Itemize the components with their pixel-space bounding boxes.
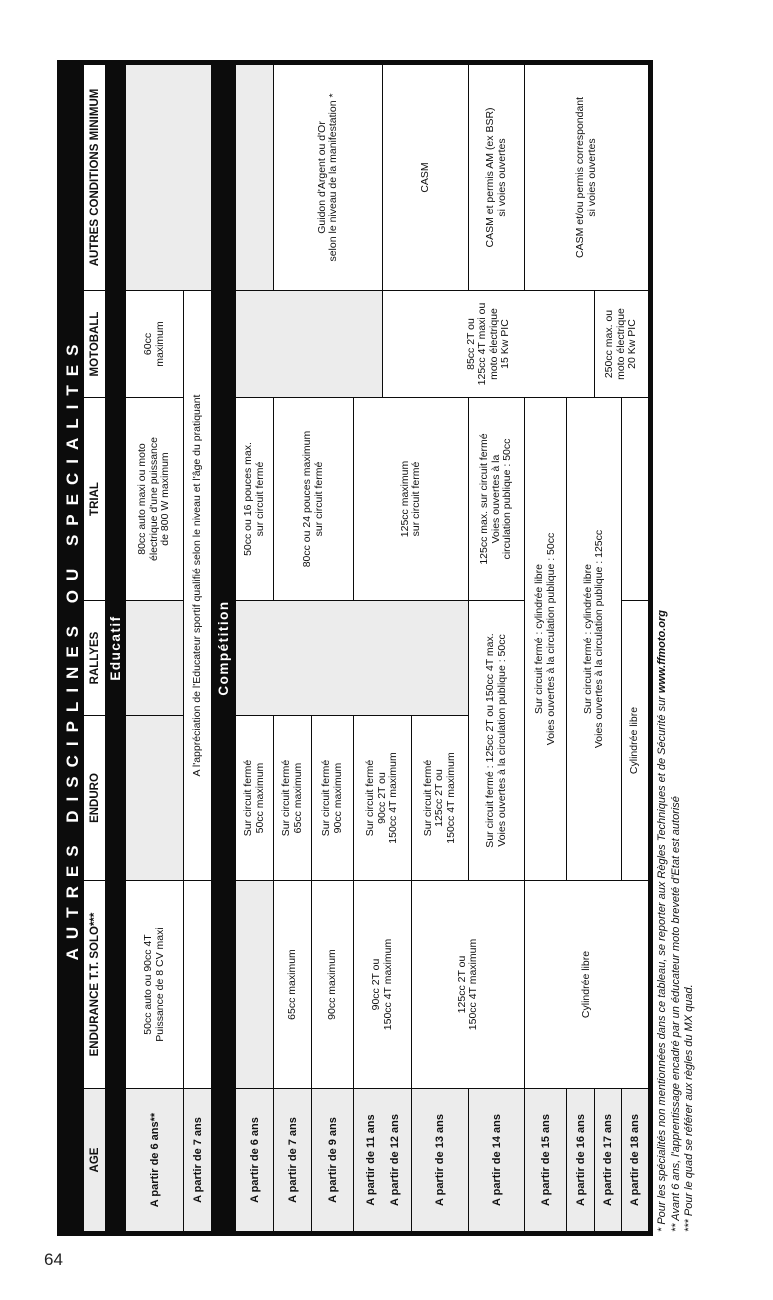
col-header-enduro <box>84 716 106 881</box>
cell-line: 50cc auto ou 90cc 4T <box>142 934 154 1035</box>
cell-line: selon le niveau de la manifestation * <box>327 93 339 262</box>
enduro-cell <box>312 716 354 881</box>
cell-line: A partir de 13 ans <box>434 1114 446 1206</box>
educatif-appreciation-cell <box>184 291 212 881</box>
cell-line: maximum <box>153 321 166 367</box>
cell-line: Sur circuit fermé : cylindrée libre <box>581 564 594 714</box>
cell-line: A partir de 17 ans <box>602 1114 614 1206</box>
section-band-competition <box>212 62 236 1233</box>
col-header-motoball <box>84 291 106 398</box>
col-header-age <box>84 1089 106 1234</box>
rallyes-cell-empty <box>236 601 469 716</box>
col-header-trial <box>84 398 106 601</box>
table-row <box>525 62 567 1233</box>
cell-line: AUTRES CONDITIONS MINIMUM <box>88 88 101 267</box>
cell-line: moto électrique <box>614 308 627 380</box>
trial-cell-empty <box>622 398 651 601</box>
table-row <box>106 62 126 1233</box>
cell-line: Educatif <box>108 615 123 681</box>
col-header-autres-conditions <box>84 62 106 290</box>
autres-cell <box>274 62 383 290</box>
age-cell <box>354 1089 412 1234</box>
cell-line: Sur circuit fermé <box>280 759 292 837</box>
cell-line: sur circuit fermé <box>312 461 325 537</box>
table-row <box>212 62 236 1233</box>
cell-line: 80cc auto maxi ou moto <box>136 443 149 555</box>
autres-cell <box>383 62 469 290</box>
cell-line: Voies ouvertes à la circulation publique : 50cc <box>544 532 557 746</box>
cell-line: 125cc 2T ou <box>455 955 468 1014</box>
endurance-cell <box>126 881 184 1089</box>
enduro-cell <box>354 716 412 881</box>
age-cell <box>236 1089 274 1234</box>
table-row <box>126 62 184 1233</box>
footnotes-block <box>656 72 697 1236</box>
cell-line: 20 Kw PIC <box>626 319 639 369</box>
cell-line: A partir de 9 ans <box>326 1117 339 1203</box>
cell-line: 150cc 4T maximum <box>381 938 394 1031</box>
cell-line: sur circuit fermé <box>410 461 422 537</box>
endurance-cell <box>525 881 651 1089</box>
table-row <box>84 62 106 1233</box>
trial-cell <box>274 398 354 601</box>
cell-line: Voies ouvertes à la circulation publique : 125cc <box>593 529 605 749</box>
cell-line: 65cc maximum <box>285 949 298 1020</box>
enduro-rallyes-cell <box>469 601 525 881</box>
rotated-sheet <box>57 55 697 1236</box>
cell-line: 90cc 2T ou <box>375 772 388 824</box>
endurance-cell <box>354 881 412 1089</box>
endurance-cell <box>412 881 525 1089</box>
cell-line: CASM et/ou permis correspondant <box>574 96 586 259</box>
section-band-educatif <box>106 62 126 1233</box>
age-cell <box>469 1089 525 1234</box>
cell-line: TRIAL <box>88 482 101 516</box>
cell-line: moto électrique <box>487 308 500 380</box>
col-header-rallyes <box>84 601 106 716</box>
autres-cell-empty <box>236 62 274 290</box>
cell-line: Sur circuit fermé <box>320 759 332 837</box>
cell-line: Voies ouvertes à la <box>489 454 502 544</box>
cell-line: AGE <box>88 1147 101 1173</box>
cell-line: 90cc maximum <box>325 949 338 1020</box>
enduro-cell-empty <box>126 716 184 881</box>
cell-line: 65cc maximum <box>291 762 304 834</box>
table-row <box>60 62 84 1233</box>
cell-line: Sur circuit fermé <box>242 759 254 837</box>
cell-line: Sur circuit fermé <box>421 759 434 837</box>
motoball-cell <box>595 291 651 398</box>
cell-line: A partir de 14 ans <box>490 1114 503 1206</box>
footnote-line: *** Pour le quad se référer aux règles du MX quad. <box>683 984 695 1232</box>
cell-line: A partir de 18 ans <box>629 1114 641 1206</box>
cell-line: Puissance de 8 CV maxi <box>153 927 166 1042</box>
cell-line: Voies ouvertes à la circulation publique : 50cc <box>495 634 508 847</box>
cell-line: 90cc 2T ou <box>370 958 382 1011</box>
cell-line: ENDURANCE T.T. SOLO*** <box>88 912 101 1057</box>
cell-line: si voies ouvertes <box>495 138 508 217</box>
age-cell <box>567 1089 595 1234</box>
age-cell <box>525 1089 567 1234</box>
table-title <box>60 62 84 1233</box>
cell-line: AUTRES DISCIPLINES OU SPECIALITES <box>63 335 82 961</box>
endurance-cell-empty <box>236 881 274 1089</box>
cell-line: A partir de 11 ans <box>364 1114 377 1206</box>
cell-line: Cylindrée libre <box>579 950 592 1019</box>
cell-line: 150cc 4T maximum <box>467 938 479 1031</box>
cell-line: 150cc 4T maximum <box>444 752 457 844</box>
motoball-cell <box>383 291 595 398</box>
trial-cell <box>236 398 274 601</box>
trial-cell <box>469 398 525 601</box>
rallyes-cell-empty <box>126 601 184 716</box>
cell-line: 85cc 2T ou <box>464 318 477 370</box>
cell-line: A partir de 6 ans <box>248 1117 261 1203</box>
age-cell <box>312 1089 354 1234</box>
autres-cell <box>469 62 525 290</box>
motoball-cell <box>126 291 184 398</box>
enduro-rallyes-trial-cell <box>567 398 622 881</box>
cell-line: sur circuit fermé <box>253 461 266 537</box>
cell-line: 125cc 4T maxi ou <box>476 302 488 386</box>
cell-line: de 800 W maximum <box>159 452 172 546</box>
enduro-cell <box>412 716 469 881</box>
cell-line: ENDURO <box>88 773 101 823</box>
endurance-cell-empty <box>184 881 212 1089</box>
age-cell <box>412 1089 469 1234</box>
cell-line: 15 Kw PIC <box>499 319 511 369</box>
footnote-bold-url: www.ffmoto.org <box>656 609 668 694</box>
cell-line: A partir de 16 ans <box>574 1114 587 1206</box>
cell-line: RALLYES <box>88 631 101 685</box>
cell-line: 90cc maximum <box>331 762 344 834</box>
cell-line: 50cc ou 16 pouces max. <box>242 442 254 556</box>
cell-line: A l'appréciation de l'Educateur sportif qualifié selon le niveau et l'âge du pratiquant <box>190 394 203 777</box>
cell-line: Guidon d'Argent ou d'Or <box>315 121 328 234</box>
enduro-rallyes-cell <box>622 601 651 881</box>
footnote-line: * Pour les spécialités non mentionnées dans ce tableau, se reporter aux Règles Techniques et de Sécurité sur www.ffmoto.org <box>656 609 668 1232</box>
cell-line: 50cc maximum <box>253 762 266 834</box>
cell-line: A partir de 7 ans <box>286 1117 299 1203</box>
enduro-rallyes-trial-cell <box>525 398 567 881</box>
trial-cell <box>354 398 469 601</box>
enduro-cell <box>236 716 274 881</box>
cell-line: Sur circuit fermé : cylindrée libre <box>533 564 545 714</box>
col-header-endurance <box>84 881 106 1089</box>
autres-cell <box>525 62 651 290</box>
endurance-cell <box>274 881 312 1089</box>
cell-line: 125cc 2T ou <box>433 769 446 827</box>
page-number: 64 <box>44 1250 63 1269</box>
cell-line: Cylindrée libre <box>628 706 641 775</box>
cell-line: CASM et permis AM (ex BSR) <box>484 107 496 248</box>
table-row <box>236 62 274 1233</box>
cell-line: 80cc ou 24 pouces maximum <box>301 430 313 568</box>
cell-line: circulation publique : 50cc <box>501 438 514 560</box>
cell-line: Sur circuit fermé : 125cc 2T ou 150cc 4T max. <box>484 633 496 848</box>
enduro-cell <box>274 716 312 881</box>
cell-line: A partir de 15 ans <box>539 1114 552 1206</box>
cell-line: 250cc max. ou <box>603 309 616 379</box>
cell-line: A partir de 12 ans <box>388 1114 401 1206</box>
cell-line: 150cc 4T maximum <box>387 752 400 844</box>
endurance-cell <box>312 881 354 1089</box>
cell-line: A partir de 6 ans** <box>148 1112 161 1208</box>
cell-line: Compétition <box>216 600 231 696</box>
cell-line: 60cc <box>142 332 154 356</box>
age-cell <box>622 1089 651 1234</box>
cell-line: MOTOBALL <box>88 311 101 377</box>
trial-cell <box>126 398 184 601</box>
age-cell <box>126 1089 184 1234</box>
disciplines-table <box>57 60 653 1236</box>
cell-line: si voies ouvertes <box>585 138 598 217</box>
cell-line: Sur circuit fermé <box>364 759 377 837</box>
age-cell <box>595 1089 622 1234</box>
cell-line: A partir de 7 ans <box>191 1117 204 1203</box>
footnote-line: ** Avant 6 ans, l'apprentissage encadré par un éducateur moto breveté d'Etat est autorisé <box>669 796 682 1232</box>
cell-line: électrique d'une puissance <box>147 437 160 562</box>
cell-line: CASM <box>418 162 431 193</box>
motoball-cell-empty <box>236 291 383 398</box>
autres-cell-empty <box>126 62 212 290</box>
age-cell <box>184 1089 212 1234</box>
cell-line: 125cc max. sur circuit fermé <box>478 433 491 565</box>
cell-line: 125cc maximum <box>398 460 411 538</box>
age-cell <box>274 1089 312 1234</box>
